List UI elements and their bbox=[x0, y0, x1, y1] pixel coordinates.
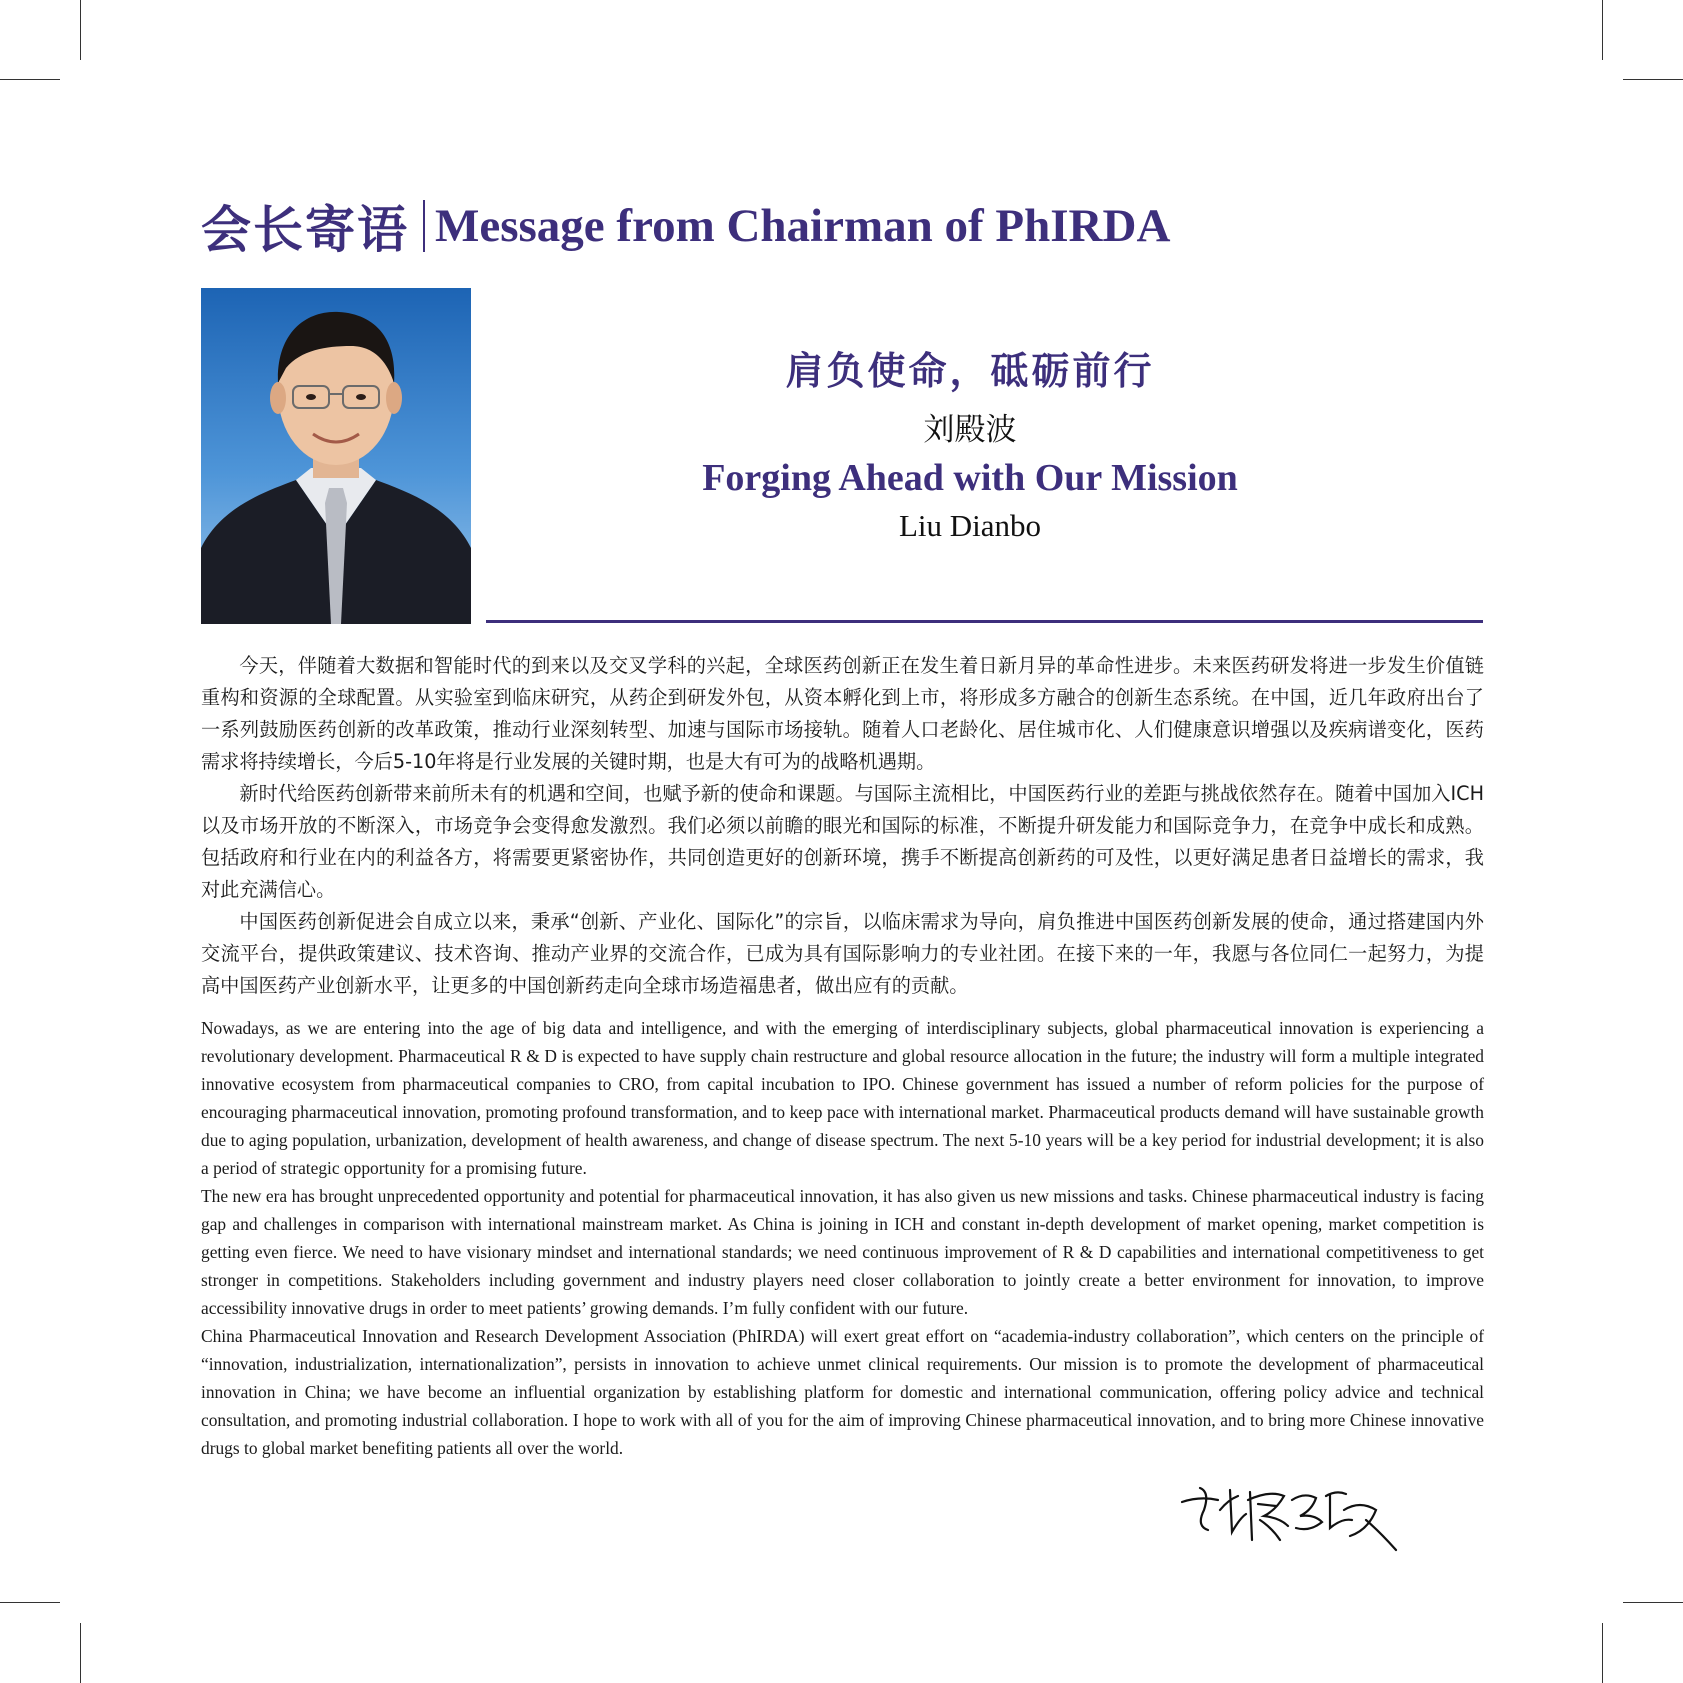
crop-mark bbox=[0, 79, 60, 80]
signature bbox=[1180, 1470, 1400, 1560]
crop-mark bbox=[1623, 79, 1683, 80]
body-cn bbox=[201, 650, 1484, 1002]
paragraph-en: The new era has brought unprecedented opportunity and potential for pharmaceutical innovation, it has also given us new missions and tasks. Chinese pharmaceutical industry is facing gap and challenges in comparison with international mainstream market. As China is joining in ICH and constant in-depth development of market opening, market competition is getting even fierce. We need to have visionary mindset and international standards; we need continuous improvement of R & D capabilities and international competitiveness to get stronger in competitions. Stakeholders including government and industry players need closer collaboration to jointly create a better environment for innovation, to improve accessibility innovative drugs in order to meet patients’ growing demands. I’m fully confident with our future. bbox=[201, 1186, 1484, 1318]
body-en bbox=[201, 1014, 1484, 1462]
header-title-en: Message from Chairman of PhIRDA bbox=[435, 200, 1171, 252]
paragraph-cn: 中国医药创新促进会自成立以来，秉承“创新、产业化、国际化”的宗旨，以临床需求为导向，肩负推进中国医药创新发展的使命，通过搭建国内外交流平台，提供政策建议、技术咨询、推动产业界的交流合作，已成为具有国际影响力的专业社团。在接下来的一年，我愿与各位同仁一起努力，为提高中国医药产业创新水平，让更多的中国创新药走向全球市场造福患者，做出应有的贡献。 bbox=[201, 910, 1484, 997]
paragraph-en: Nowadays, as we are entering into the age of big data and intelligence, and with the emerging of interdisciplinary subjects, global pharmaceutical innovation is experiencing a revolutionary development. Pharmaceutical R & D is expected to have supply chain restructure and global resource allocation in the future; the industry will form a multiple integrated innovative ecosystem from pharmaceutical companies to CRO, from capital incubation to IPO. Chinese government has issued a number of reform policies for the purpose of encouraging pharmaceutical innovation, promoting profound transformation, and to keep pace with international market. Pharmaceutical products demand will have sustainable growth due to aging population, urbanization, development of health awareness, and change of disease spectrum. The next 5-10 years will be a key period for industrial development; it is also a period of strategic opportunity for a promising future. bbox=[201, 1018, 1484, 1178]
crop-mark bbox=[1623, 1602, 1683, 1603]
header-divider bbox=[423, 200, 425, 252]
article-title-cn: 肩负使命，砥砺前行 bbox=[785, 349, 1155, 393]
author-name-en: Liu Dianbo bbox=[898, 508, 1042, 543]
crop-mark bbox=[1602, 1623, 1603, 1683]
paragraph-en: China Pharmaceutical Innovation and Research Development Association (PhIRDA) will exert great effort on “academia-industry collaboration”, which centers on the principle of “innovation, industrialization, internationalization”, persists in innovation to achieve unmet clinical requirements. Our mission is to promote the development of pharmaceutical innovation in China; we have become an influential organization by establishing platform for domestic and international communication, offering policy advice and technical consultation, and promoting industrial collaboration. I hope to work with all of you for the aim of improving Chinese pharmaceutical innovation, and to bring more Chinese innovative drugs to global market benefiting patients all over the world. bbox=[201, 1326, 1484, 1458]
portrait-icon bbox=[201, 288, 471, 624]
header-title-cn: 会长寄语 bbox=[201, 201, 409, 259]
author-name-cn: 刘殿波 bbox=[923, 412, 1017, 448]
crop-mark bbox=[80, 0, 81, 60]
portrait-photo bbox=[201, 288, 471, 624]
crop-mark bbox=[0, 1602, 60, 1603]
crop-mark bbox=[80, 1623, 81, 1683]
paragraph-cn: 新时代给医药创新带来前所未有的机遇和空间，也赋予新的使命和课题。与国际主流相比，中国医药行业的差距与挑战依然存在。随着中国加入ICH以及市场开放的不断深入，市场竞争会变得愈发激烈。我们必须以前瞻的眼光和国际的标准，不断提升研发能力和国际竞争力，在竞争中成长和成熟。包括政府和行业在内的利益各方，将需要更紧密协作，共同创造更好的创新环境，携手不断提高创新药的可及性，以更好满足患者日益增长的需求，我对此充满信心。 bbox=[201, 782, 1484, 901]
paragraph-cn: 今天，伴随着大数据和智能时代的到来以及交叉学科的兴起，全球医药创新正在发生着日新月异的革命性进步。未来医药研发将进一步发生价值链重构和资源的全球配置。从实验室到临床研究，从药企到研发外包，从资本孵化到上市，将形成多方融合的创新生态系统。在中国，近几年政府出台了一系列鼓励医药创新的改革政策，推动行业深刻转型、加速与国际市场接轨。随着人口老龄化、居住城市化、人们健康意识增强以及疾病谱变化，医药需求将持续增长，今后5-10年将是行业发展的关键时期，也是大有可为的战略机遇期。 bbox=[201, 654, 1484, 773]
article-titles bbox=[620, 340, 1320, 544]
page-header bbox=[201, 196, 1171, 259]
article-title-en: Forging Ahead with Our Mission bbox=[702, 457, 1238, 499]
crop-mark bbox=[1602, 0, 1603, 60]
signature-icon bbox=[1180, 1470, 1400, 1560]
title-divider bbox=[486, 620, 1483, 623]
